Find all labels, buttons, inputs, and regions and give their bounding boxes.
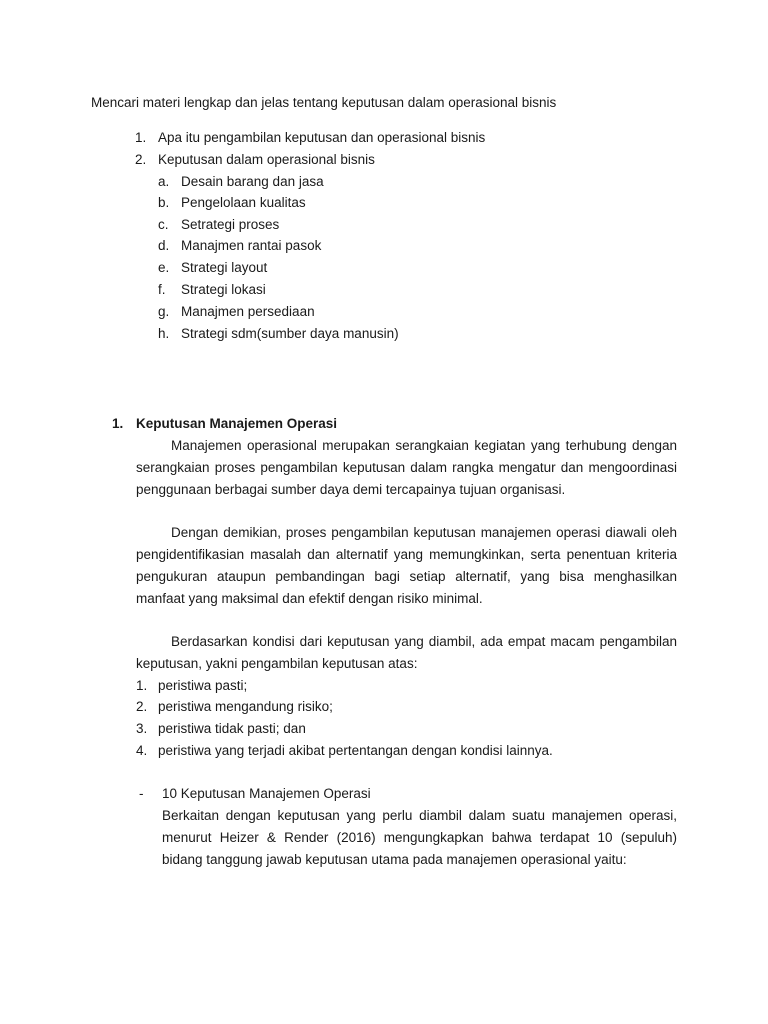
list-number: 4. <box>136 743 148 758</box>
suboutline-item: Strategi sdm(sumber daya manusin) <box>181 326 399 341</box>
list-number: 3. <box>136 721 148 736</box>
list-item: peristiwa yang terjadi akibat pertentangan dengan kondisi lainnya. <box>158 743 553 758</box>
suboutline-letter: c. <box>158 217 169 232</box>
section-number: 1. <box>112 416 124 431</box>
intro-text: Mencari materi lengkap dan jelas tentang keputusan dalam operasional bisnis <box>91 95 557 110</box>
outline-item: Keputusan dalam operasional bisnis <box>158 152 375 167</box>
outline-item: Apa itu pengambilan keputusan dan operasional bisnis <box>158 130 486 145</box>
list-number: 2. <box>136 699 148 714</box>
list-item: peristiwa pasti; <box>158 678 248 693</box>
paragraph-line: Berdasarkan kondisi dari keputusan yang diambil, ada empat macam pengambilan <box>171 634 677 649</box>
paragraph-line: keputusan, yakni pengambilan keputusan atas: <box>136 656 418 671</box>
suboutline-item: Strategi lokasi <box>181 282 266 297</box>
paragraph-line: menurut Heizer & Render (2016) mengungkapkan bahwa terdapat 10 (sepuluh) <box>162 830 677 845</box>
suboutline-letter: d. <box>158 238 170 253</box>
list-item: peristiwa mengandung risiko; <box>158 699 333 714</box>
suboutline-item: Manajmen rantai pasok <box>181 238 322 253</box>
suboutline-letter: e. <box>158 260 170 275</box>
paragraph-line: pengidentifikasian masalah dan alternatif yang memungkinkan, serta penentuan kriteria <box>136 547 677 562</box>
paragraph-line: manfaat yang maksimal dan efektif dengan risiko minimal. <box>136 591 483 606</box>
suboutline-item: Setrategi proses <box>181 217 280 232</box>
list-item: peristiwa tidak pasti; dan <box>158 721 306 736</box>
paragraph-line: penggunaan berbagai sumber daya demi tercapainya tujuan organisasi. <box>136 482 566 497</box>
suboutline-letter: h. <box>158 326 170 341</box>
suboutline-item: Desain barang dan jasa <box>181 174 324 189</box>
section-heading: Keputusan Manajemen Operasi <box>136 416 338 431</box>
paragraph-line: Manajemen operasional merupakan serangkaian kegiatan yang terhubung dengan <box>171 438 677 453</box>
suboutline-item: Manajmen persediaan <box>181 304 315 319</box>
paragraph-line: pengukuran ataupun pembandingan bagi setiap alternatif, yang bisa menghasilkan <box>136 569 677 584</box>
paragraph-line: Dengan demikian, proses pengambilan keputusan manajemen operasi diawali oleh <box>171 525 677 540</box>
suboutline-item: Pengelolaan kualitas <box>181 195 306 210</box>
suboutline-letter: g. <box>158 304 170 319</box>
outline-number: 2. <box>135 152 147 167</box>
suboutline-letter: a. <box>158 174 170 189</box>
suboutline-letter: f. <box>158 282 166 297</box>
list-number: 1. <box>136 678 148 693</box>
paragraph-line: bidang tanggung jawab keputusan utama pada manajemen operasional yaitu: <box>162 852 627 867</box>
paragraph-line: serangkaian proses pengambilan keputusan dalam rangka mengatur dan mengoordinasi <box>136 460 677 475</box>
outline-number: 1. <box>135 130 147 145</box>
bullet-dash: - <box>139 786 144 801</box>
subsection-heading: 10 Keputusan Manajemen Operasi <box>162 786 371 801</box>
paragraph-line: Berkaitan dengan keputusan yang perlu diambil dalam suatu manajemen operasi, <box>162 808 677 823</box>
suboutline-letter: b. <box>158 195 170 210</box>
suboutline-item: Strategi layout <box>181 260 268 275</box>
